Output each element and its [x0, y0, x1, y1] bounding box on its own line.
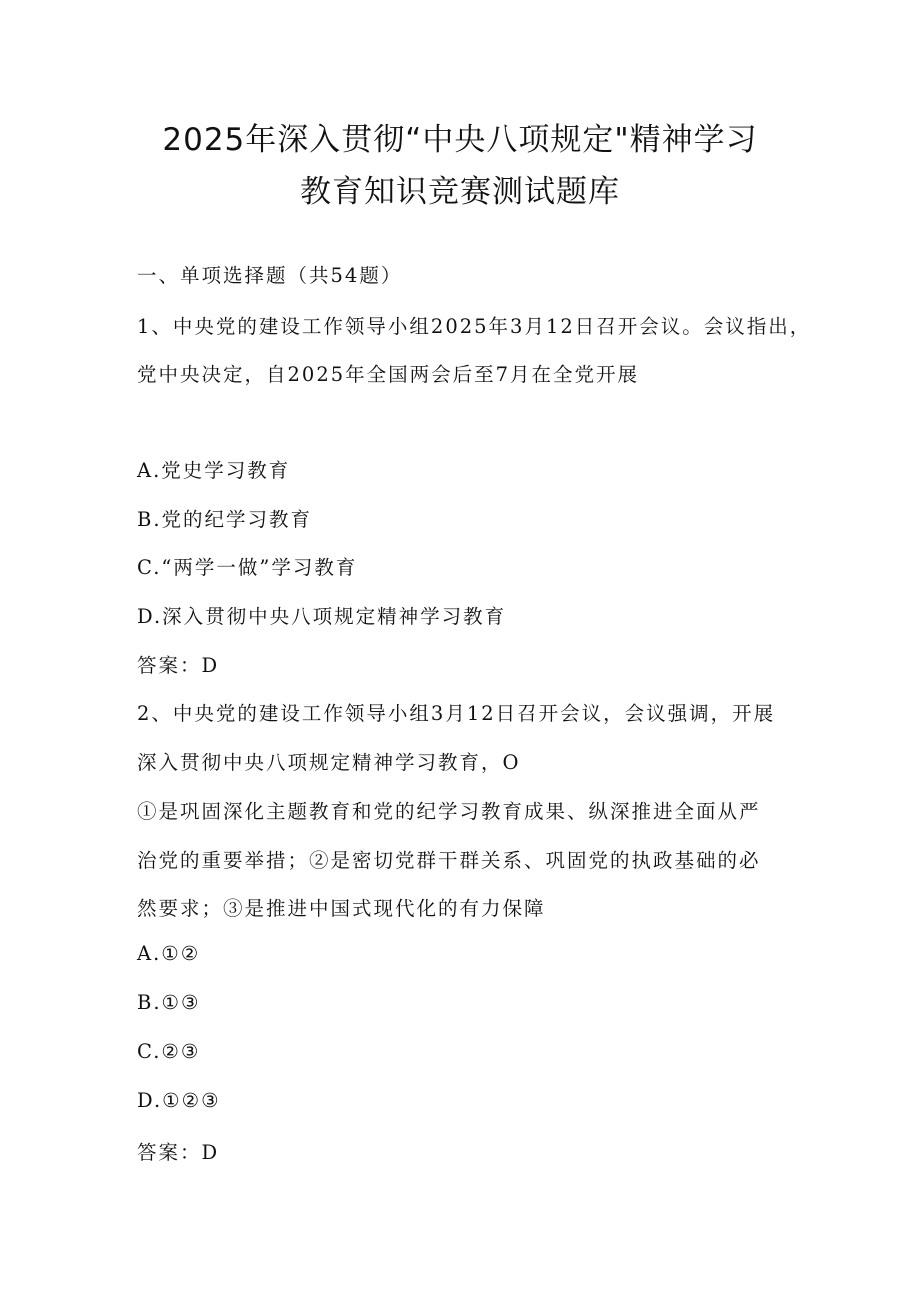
- question-1-option-a: A.党史学习教育: [137, 459, 291, 482]
- question-2-stem-line-3: ①是巩固深化主题教育和党的纪学习教育成果、纵深推进全面从严: [137, 800, 761, 823]
- question-2-stem-line-5: 然要求；③是推进中国式现代化的有力保障: [137, 897, 546, 920]
- question-2-answer: 答案：D: [137, 1141, 220, 1164]
- question-1-stem-line-2: 党中央决定，自2025年全国两会后至7月在全党开展: [137, 363, 640, 386]
- document-title-line-2: 教育知识竞赛测试题库: [300, 174, 620, 210]
- question-1-option-c: C.“两学一做”学习教育: [137, 556, 358, 579]
- question-1-stem-line-1: 1、中央党的建设工作领导小组2025年3月12日召开会议。会议指出，: [137, 315, 812, 338]
- question-2-option-b: B.①③: [137, 991, 201, 1014]
- question-1-answer: 答案：D: [137, 654, 220, 677]
- question-2-option-c: C.②③: [137, 1040, 201, 1063]
- question-2-stem-line-1: 2、中央党的建设工作领导小组3月12日召开会议，会议强调，开展: [137, 702, 776, 725]
- question-2-stem-line-4: 治党的重要举措；②是密切党群干群关系、巩固党的执政基础的必: [137, 849, 761, 872]
- question-1-option-b: B.党的纪学习教育: [137, 508, 313, 531]
- question-2-option-d: D.①②③: [137, 1089, 221, 1112]
- question-2-stem-line-2: 深入贯彻中央八项规定精神学习教育，O: [137, 751, 521, 774]
- section-heading: 一、单项选择题（共54题）: [137, 264, 403, 287]
- question-2-option-a: A.①②: [137, 942, 201, 965]
- document-title-line-1: 2025年深入贯彻“中央八项规定"精神学习: [162, 122, 758, 158]
- question-1-option-d: D.深入贯彻中央八项规定精神学习教育: [137, 605, 507, 628]
